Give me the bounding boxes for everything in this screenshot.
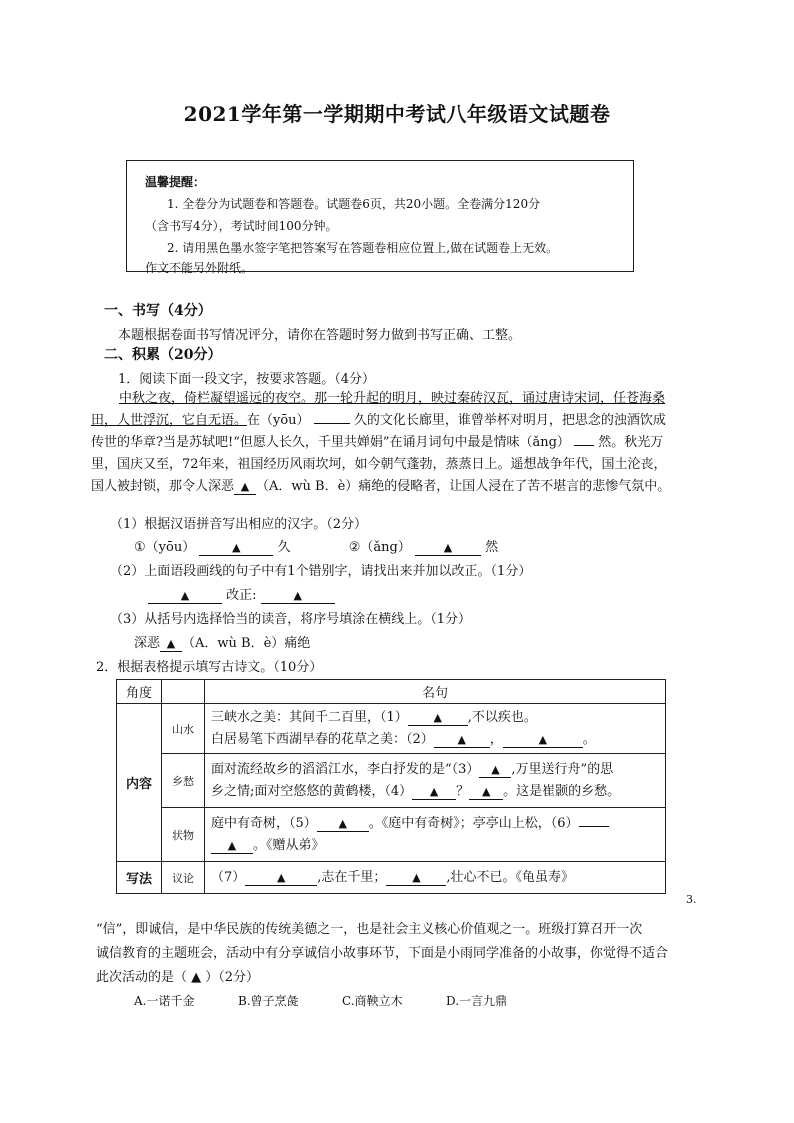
- passage-text: 国人被封锁，那令人深恶: [91, 479, 235, 494]
- poem-blank-5[interactable]: ▲: [317, 817, 369, 832]
- passage-underlined-1: 中秋之夜，倚栏凝望遥远的夜空。那一轮升起的明月，映过秦砖汉瓦，诵过唐诗宋词，任苍海桑: [119, 391, 666, 406]
- answer-reading[interactable]: ▲: [160, 637, 182, 652]
- cell-text: ,壮心不已。《龟虽寿》: [446, 869, 575, 885]
- cell-text: 。: [582, 731, 596, 747]
- cell-text: ？: [456, 783, 470, 799]
- poem-blank-2a[interactable]: ▲: [434, 733, 490, 748]
- option-d[interactable]: D.一言九鼎: [446, 994, 508, 1008]
- sub-question-1: （1）根据汉语拼音写出相应的汉字。（2分）: [110, 517, 368, 532]
- cell-text: ,志在千里；: [317, 869, 387, 885]
- pinyin-yong: ①（yōu）: [134, 540, 196, 555]
- cell-text: ,万里送行舟”的思: [511, 761, 614, 777]
- pinyin-ang: ②（ǎng）: [348, 540, 411, 555]
- cell-text: ，: [489, 731, 503, 747]
- char-jiu: 久: [277, 540, 291, 555]
- char-ran: 然: [485, 540, 499, 555]
- poem-blank-4a[interactable]: ▲: [412, 785, 456, 800]
- tag-shanshui: 山水: [162, 704, 205, 754]
- notice-line-3: 2. 请用黑色墨水签字笔把答案写在答题卷相应位置上,做在试题卷上无效。: [167, 241, 559, 255]
- option-b[interactable]: B.曾子烹彘: [238, 994, 299, 1008]
- option-a[interactable]: A.一诺千金: [134, 994, 195, 1008]
- passage-text: 久的文化长廊里，谁曾举杯对明月，把思念的浊酒饮成: [353, 413, 666, 428]
- sub-question-3: （3）从括号内选择恰当的读音，将序号填涂在横线上。（1分）: [110, 612, 472, 627]
- question-2-stem: 2．根据表格提示填写古诗文。（10分）: [96, 660, 323, 675]
- section-1-heading: 一、书写（4分）: [104, 303, 212, 319]
- cell-text: 。《赠从弟》: [253, 837, 325, 853]
- poem-blank-3[interactable]: ▲: [479, 763, 511, 778]
- section-2-heading: 二、积累（20分）: [104, 347, 222, 363]
- cell-text: （7）: [211, 869, 246, 885]
- notice-box: [126, 160, 634, 275]
- cell-text: 乡之情;面对空悠悠的黄鹤楼，（4）: [211, 783, 413, 799]
- passage-text: 传世的华章?当是苏轼吧!“但愿人长久，千里共婵娟”在诵月词句中最是情味（ǎng）: [91, 435, 570, 450]
- question-3-line-1: “信”，即诚信，是中华民族的传统美德之一，也是社会主义核心价值观之一。班级打算召开一次: [96, 922, 643, 937]
- answer-correct-char[interactable]: ▲: [261, 589, 335, 604]
- sub-question-1-answers: [134, 536, 498, 556]
- poem-blank-4b[interactable]: ▲: [469, 785, 503, 800]
- question-3-number: 3.: [686, 893, 697, 906]
- poem-blank-6[interactable]: ▲: [211, 839, 253, 854]
- notice-line-1: 1. 全卷分为试题卷和答题卷。试题卷6页，共20小题。全卷满分120分: [167, 197, 541, 211]
- sub-question-3-answer: [134, 632, 310, 652]
- cell-text: 三峡水之美：其间千二百里，（1）: [211, 709, 408, 725]
- poem-blank-2b[interactable]: ▲: [503, 733, 583, 748]
- question-3-line-3: 此次活动的是（ ▲ ）（2分）: [96, 970, 260, 985]
- cell-text: 白居易笔下西湖早春的花草之美：（2）: [211, 731, 434, 747]
- notice-line-4: 作文不能另外附纸。: [145, 261, 254, 275]
- tag-xiangchou: 乡愁: [162, 754, 205, 808]
- poem-blank-1[interactable]: ▲: [408, 711, 468, 726]
- notice-heading: 温馨提醒：: [145, 175, 206, 189]
- poem-blank-7b[interactable]: ▲: [386, 871, 446, 886]
- label-method: 写法: [117, 862, 162, 894]
- fix-label: 改正:: [226, 588, 257, 603]
- option-c[interactable]: C.商鞅立木: [342, 994, 403, 1008]
- question-1-passage: [91, 388, 711, 498]
- answer-blank-1[interactable]: ▲: [199, 541, 273, 556]
- cell-text: 。《庭中有奇树》；亭亭山上松，（6）: [368, 815, 579, 831]
- passage-text: 然。秋光万: [598, 435, 664, 450]
- cell-text: 面对流经故乡的滔滔江水，李白抒发的是“（3）: [211, 761, 480, 777]
- answer-wrong-char[interactable]: ▲: [148, 589, 222, 604]
- label-content: 内容: [117, 704, 162, 862]
- passage-underlined-2: 田，人世浮沉，它自无语。: [91, 413, 248, 428]
- blank-yong[interactable]: [314, 423, 350, 424]
- notice-line-2: （含书写4分），考试时间100分钟。: [145, 219, 338, 233]
- answer-blank-2[interactable]: ▲: [415, 541, 481, 556]
- header-angle: 角度: [117, 680, 162, 704]
- word-shene: 深恶: [134, 636, 161, 651]
- question-1-stem: 1．阅读下面一段文字，按要求答题。（4分）: [118, 372, 376, 387]
- header-empty: [162, 680, 205, 704]
- page-title: 2021学年第一学期期中考试八年级语文试题卷: [183, 102, 611, 126]
- passage-text: 在（yōu）: [247, 413, 310, 428]
- blank-triangle[interactable]: ▲: [234, 480, 256, 495]
- blank-ang[interactable]: [574, 445, 594, 446]
- reading-options: （A．wù B．è）痛绝: [182, 636, 311, 651]
- row-xiangchou: [205, 754, 666, 808]
- poem-blank-7a[interactable]: ▲: [245, 871, 317, 886]
- section-1-body: 本题根据卷面书写情况评分，请你在答题时努力做到书写正确、工整。: [118, 328, 522, 343]
- poem-table: [116, 679, 666, 894]
- passage-text: （A．wù B．è）痛绝的侵略者，让国人浸在了苦不堪言的悲惨气氛中。: [256, 479, 671, 494]
- sub-question-2-answers: [148, 584, 335, 604]
- poem-blank-6-start[interactable]: [579, 826, 609, 827]
- row-zhuangwu: [205, 808, 666, 862]
- cell-text: 庭中有奇树，（5）: [211, 815, 317, 831]
- question-3-options: [134, 992, 507, 1009]
- cell-text: 。这是崔颢的乡愁。: [503, 783, 621, 799]
- cell-text: ,不以疾也。: [467, 709, 537, 725]
- row-yilun: [205, 862, 666, 894]
- tag-yilun: 议论: [162, 862, 205, 894]
- question-3-line-2: 诚信教育的主题班会，活动中有分享诚信小故事环节，下面是小雨同学准备的小故事，你觉得不适合: [96, 946, 669, 961]
- tag-zhuangwu: 状物: [162, 808, 205, 862]
- passage-text: 里，国庆又至，72年来，祖国经历风雨坎坷，如今朝气蓬勃，蒸蒸日上。遥想战争年代，国土沦丧，: [91, 457, 667, 472]
- sub-question-2: （2）上面语段画线的句子中有1个错别字，请找出来并加以改正。（1分）: [110, 564, 532, 579]
- row-shanshui: [205, 704, 666, 754]
- header-sentence: 名句: [205, 680, 666, 704]
